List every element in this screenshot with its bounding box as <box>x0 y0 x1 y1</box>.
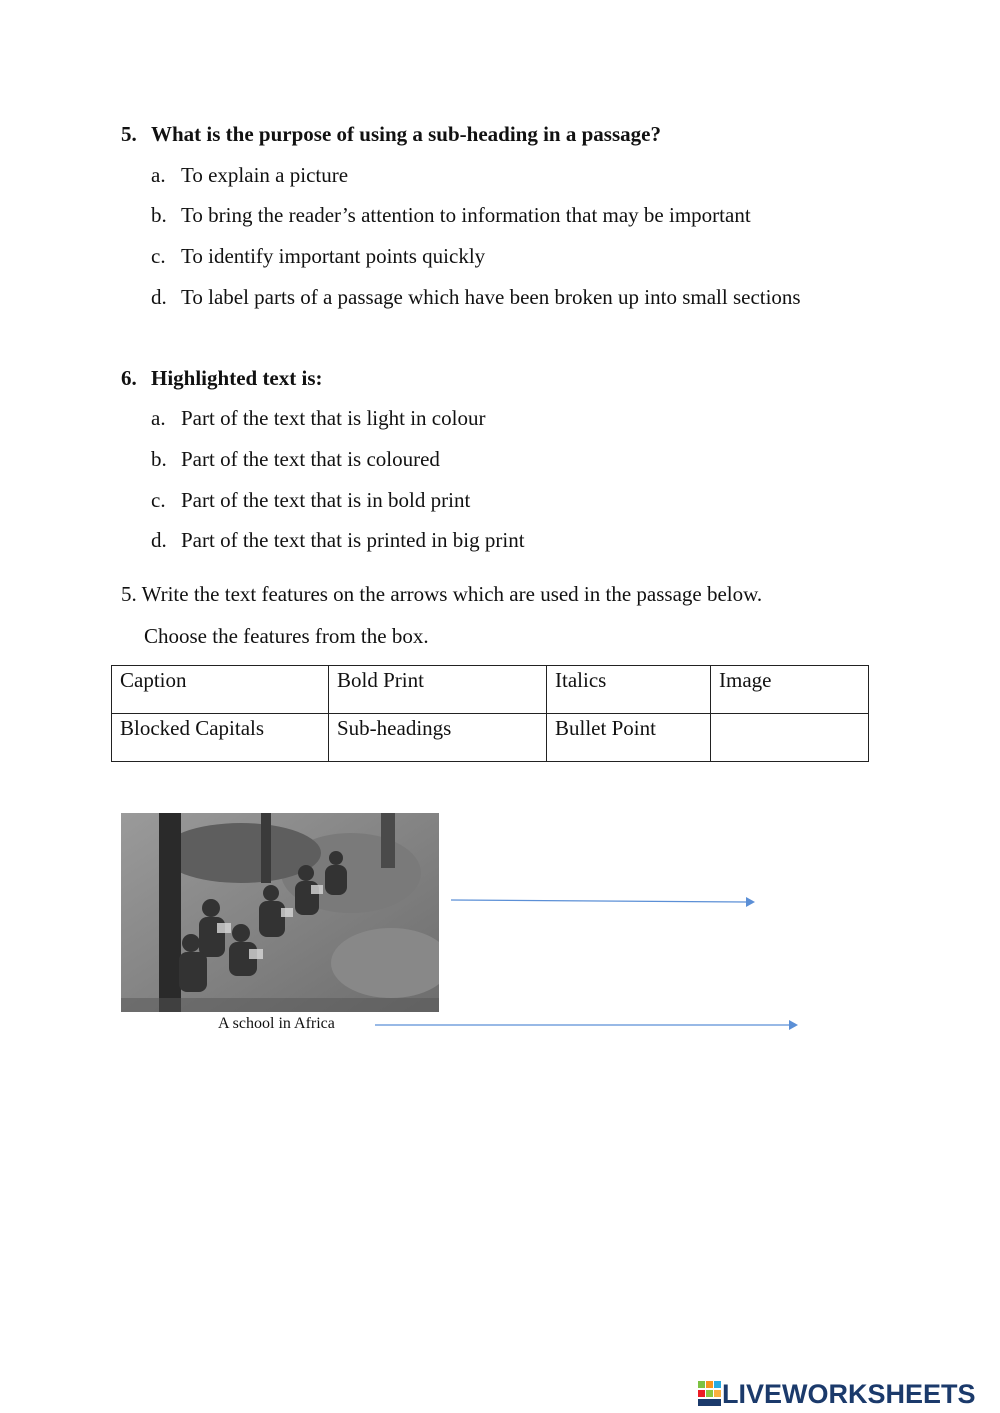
table-cell: Bold Print <box>329 666 547 714</box>
option-letter: d. <box>151 285 167 309</box>
option-text: To bring the reader’s attention to information that may be important <box>181 203 751 227</box>
table-cell: Caption <box>112 666 329 714</box>
arrow-caption[interactable] <box>375 1020 798 1030</box>
option-text: Part of the text that is light in colour <box>181 406 486 430</box>
arrow-image[interactable] <box>451 897 755 907</box>
option-text: Part of the text that is in bold print <box>181 488 471 512</box>
option-letter: b. <box>151 447 167 471</box>
figure-caption: A school in Africa <box>218 1015 335 1032</box>
option-text: To explain a picture <box>181 163 349 187</box>
option-letter: b. <box>151 203 167 227</box>
option-letter: c. <box>151 488 166 512</box>
task-sub-instruction: Choose the features from the box. <box>144 624 429 648</box>
table-cell: Sub-headings <box>329 714 547 762</box>
table-cell: Image <box>711 666 869 714</box>
option-letter: a. <box>151 406 166 430</box>
table-cell: Italics <box>547 666 711 714</box>
option-letter: a. <box>151 163 166 187</box>
question-number: 6. <box>121 366 137 390</box>
option-text: Part of the text that is coloured <box>181 447 440 471</box>
table-cell: Bullet Point <box>547 714 711 762</box>
option-letter: d. <box>151 528 167 552</box>
option-text: Part of the text that is printed in big print <box>181 528 525 552</box>
brand-logo <box>698 1378 976 1410</box>
brand-icon <box>698 1381 722 1407</box>
question-text: Highlighted text is: <box>151 366 323 390</box>
table-cell: Blocked Capitals <box>112 714 329 762</box>
question-number: 5. <box>121 122 137 146</box>
task-instruction: 5. Write the text features on the arrows which are used in the passage below. <box>121 582 763 606</box>
option-letter: c. <box>151 244 166 268</box>
brand-name: LIVEWORKSHEETS <box>722 1378 976 1409</box>
option-text: To label parts of a passage which have been broken up into small sections <box>181 285 801 309</box>
question-text: What is the purpose of using a sub-heading in a passage? <box>151 122 661 146</box>
option-text: To identify important points quickly <box>181 244 486 268</box>
